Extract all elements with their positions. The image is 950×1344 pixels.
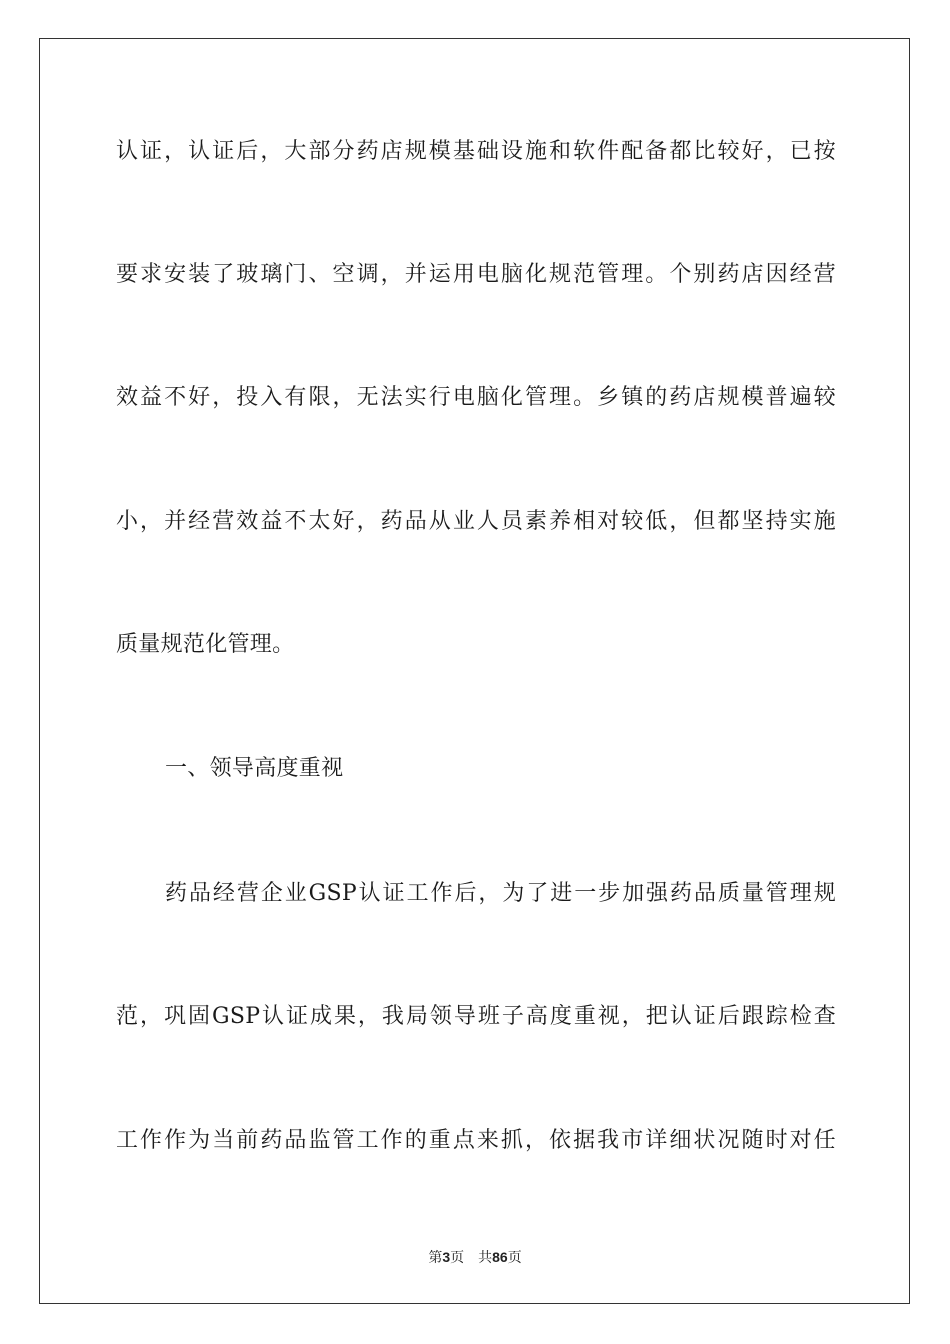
body-text-line-1: 认证，认证后，大部分药店规模基础设施和软件配备都比较好，已按 [116,139,836,164]
body-text-line-2: 要求安装了玻璃门、空调，并运用电脑化规范管理。个别药店因经营 [116,262,836,287]
section-heading: 一、领导高度重视 [165,756,344,781]
body-text-line-9: 工作作为当前药品监管工作的重点来抓，依据我市详细状况随时对任 [116,1128,836,1153]
footer-page-number: 3 [442,1249,451,1265]
footer-total-pages: 86 [492,1249,508,1265]
page-footer [0,1247,950,1268]
body-text-line-8: 范，巩固GSP认证成果，我局领导班子高度重视，把认证后跟踪检查 [116,1004,836,1029]
body-text-line-4: 小，并经营效益不太好，药品从业人员素养相对较低，但都坚持实施 [116,509,836,534]
page-border [39,38,910,1304]
footer-total-suffix: 页 [507,1250,522,1266]
body-text-line-3: 效益不好，投入有限，无法实行电脑化管理。乡镇的药店规模普遍较 [116,385,836,410]
body-text-line-5: 质量规范化管理。 [116,632,295,657]
footer-page-suffix: 页 [450,1250,465,1266]
footer-total-prefix: 共 [478,1250,493,1266]
footer-page-prefix: 第 [428,1250,443,1266]
body-text-line-7: 药品经营企业GSP认证工作后，为了进一步加强药品质量管理规 [165,881,836,906]
